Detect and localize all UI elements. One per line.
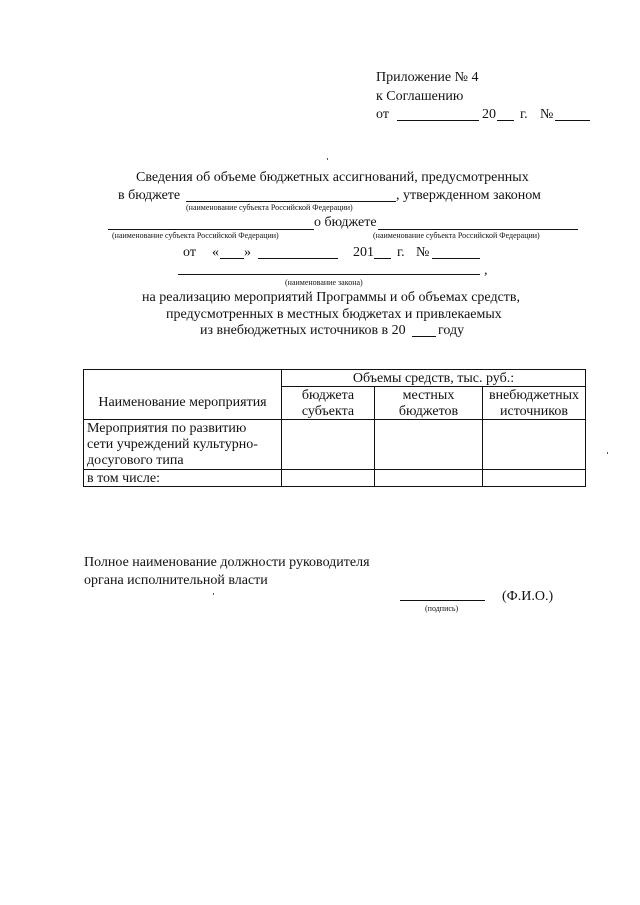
caption-subject-1: (наименование субъекта Российской Федерации) [186, 203, 353, 212]
title-year-blank [412, 336, 436, 337]
law-date-quote-open: « [212, 245, 219, 260]
law-name-blank [378, 229, 578, 230]
header-number-sign: № [540, 107, 554, 122]
agreement-label: к Соглашению [376, 89, 464, 104]
header-year-prefix: 20 [482, 107, 496, 122]
scan-speck [327, 158, 328, 160]
law-year-prefix: 201 [353, 245, 374, 260]
title-line1: Сведения об объеме бюджетных ассигнований, предусмотренных [136, 170, 529, 185]
table-header-volumes: Объемы средств, тыс. руб.: [352, 371, 515, 386]
signature-fio-label: (Ф.И.О.) [502, 589, 554, 604]
header-from-label: от [376, 107, 389, 122]
law-date-quote-close: » [244, 245, 251, 260]
law-day-blank [220, 258, 244, 259]
table-subheader-subject: бюджета субъекта [301, 388, 355, 419]
signature-position-line1: Полное наименование должности руководителя [84, 555, 370, 570]
title-line7-end: году [438, 323, 465, 338]
signature-caption: (подпись) [425, 604, 459, 613]
signature-blank [400, 600, 485, 601]
law-month-blank [258, 258, 338, 259]
law-year-suffix: г. [397, 245, 405, 260]
header-year-blank [497, 120, 514, 121]
header-number-blank [555, 120, 590, 121]
title-line3: о бюджете [314, 215, 377, 230]
title-line6: предусмотренных в местных бюджетах и привлекаемых [166, 307, 502, 322]
law-year-blank [374, 258, 391, 259]
law-title-blank [178, 274, 480, 275]
table-subheader-local: местных бюджетов [398, 388, 459, 419]
law-number-sign: № [416, 245, 430, 260]
title-line2-end: , утвержденном законом [396, 188, 541, 203]
title-line7-start: из внебюджетных источников в 20 [200, 323, 406, 338]
law-date-from: от [183, 245, 196, 260]
scan-speck [607, 452, 608, 454]
law-number-blank [432, 258, 480, 259]
caption-law: (наименование закона) [285, 278, 363, 287]
law-title-comma: , [484, 263, 488, 278]
table-row-measure: Мероприятия по развитию сети учреждений культурно- досугового типа [87, 421, 258, 468]
title-line2-start: в бюджете [118, 188, 181, 203]
header-date-blank [397, 120, 479, 121]
table-row-including: в том числе: [87, 471, 160, 486]
caption-subject-3: (наименование субъекта Российской Федерации) [373, 231, 540, 240]
table-header-name: Наименование мероприятия [98, 395, 267, 410]
appendix-label: Приложение № 4 [376, 70, 479, 85]
header-year-suffix: г. [520, 107, 528, 122]
table-subheader-extrabudget: внебюджетных источников [488, 388, 580, 419]
scan-speck [213, 593, 214, 595]
title-line5: на реализацию мероприятий Программы и об объемах средств, [142, 290, 521, 305]
signature-position-line2: органа исполнительной власти [84, 573, 268, 588]
law-subject-blank [108, 229, 314, 230]
budget-subject-blank [186, 201, 396, 202]
caption-subject-2: (наименование субъекта Российской Федерации) [112, 231, 279, 240]
